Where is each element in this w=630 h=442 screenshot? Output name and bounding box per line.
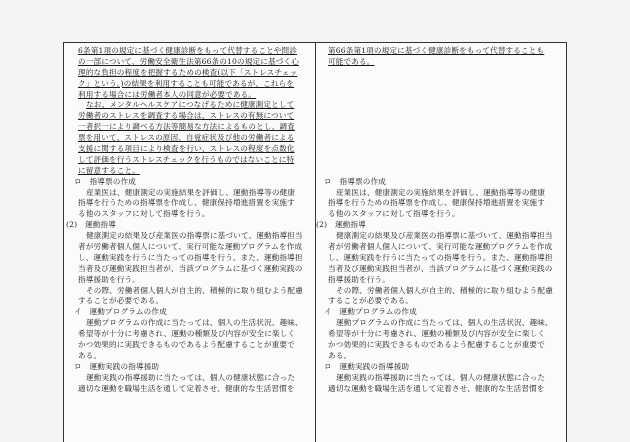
right-column bbox=[316, 46, 560, 395]
text-line: 者が労働者個人個人について、実行可能な運動プログラムを作成 bbox=[328, 242, 553, 252]
text-line: 者が労働者個人個人について、実行可能な運動プログラムを作成 bbox=[78, 242, 303, 252]
text-line: の一部について、労働安全衛生法第66条の10の規定に基づく心 bbox=[78, 56, 299, 66]
text-line: 支援に関する項目により検査を行い、ストレスの程度を点数化 bbox=[78, 144, 295, 154]
text-line: 理的な負担の程度を把握するための検査(以下「ストレスチェッ bbox=[78, 67, 298, 77]
text-line bbox=[328, 57, 560, 68]
text-line: その際、労働者個人個人が自主的、積極的に取り組むよう配慮 bbox=[336, 285, 553, 295]
section-heading: ロ 運動実践の指導援助 bbox=[324, 361, 410, 371]
section-heading: ロ 運動実践の指導援助 bbox=[74, 361, 160, 371]
underlined-text: 第66条第1項の規定に基づく健康診断をもって代替することも bbox=[328, 46, 545, 55]
text-line: 6条第1項の規定に基づく健康診断をもって代替することや問診 bbox=[78, 46, 298, 55]
text-line: 指導を行うための指導票を作成し、健康保持増進措置を実施す bbox=[78, 198, 295, 208]
text-line: 適切な運動を職場生活を通して定着させ、健康的な生活習慣を bbox=[328, 383, 545, 393]
text-line: 指導援助を行う。 bbox=[328, 274, 390, 284]
text-line: することが必要である。 bbox=[328, 296, 414, 306]
text-line: 当者及び運動実践担当者が、当該プログラムに基づく運動実践の bbox=[328, 263, 553, 273]
text-line: 適切な運動を職場生活を通して定着させ、健康的な生活習慣を bbox=[78, 383, 295, 393]
text-line: かつ効果的に実践できるものであるよう配慮することが重要で bbox=[78, 340, 295, 350]
text-line: る他のスタッフに対して指導を行う。 bbox=[78, 209, 210, 219]
text-line: かつ効果的に実践できるものであるよう配慮することが重要で bbox=[328, 340, 545, 350]
text-line: 票を用いて、ストレスの原因、自覚症状及び他の労働者による bbox=[78, 133, 295, 143]
text-line: 健康測定の結果及び産業医の指導票に基づいて、運動指導担当 bbox=[336, 231, 553, 241]
section-heading: (2) 運動指導 bbox=[66, 220, 116, 230]
text-line: し、運動実践を行うに当たっての指導を行う。また、運動指導担 bbox=[328, 252, 553, 262]
text-line: 運動実践の指導援助に当たっては、個人の健康状態に合った bbox=[86, 372, 296, 382]
text-line: 産業医は、健康測定の実施結果を評価し、運動指導等の健康 bbox=[336, 187, 546, 197]
text-line: 運動プログラムの作成に当たっては、個人の生活状況、趣味、 bbox=[86, 318, 303, 328]
text-line: に留意すること。 bbox=[78, 165, 140, 175]
text-line: その際、労働者個人個人が自主的、積極的に取り組むよう配慮 bbox=[86, 285, 303, 295]
text-line: 希望等が十分に考慮され、運動の種類及び内容が安全に楽しく bbox=[328, 329, 546, 339]
text-line bbox=[328, 46, 560, 57]
section-heading: ロ 指導票の作成 bbox=[74, 176, 136, 186]
section-heading: ロ 指導票の作成 bbox=[324, 176, 386, 186]
text-line: なお、メンタルヘルスケアにつなげるために健康測定として bbox=[86, 100, 295, 110]
text-line: 利用する場合には労働者本人の同意が必要である。 bbox=[78, 89, 257, 99]
text-line: 運動プログラムの作成に当たっては、個人の生活状況、趣味、 bbox=[336, 318, 553, 328]
text-line: 当者及び運動実践担当者が、当該プログラムに基づく運動実践の bbox=[78, 263, 303, 273]
section-heading: (2) 運動指導 bbox=[316, 220, 366, 230]
text-line: し、運動実践を行うに当たっての指導を行う。また、運動指導担 bbox=[78, 252, 303, 262]
text-line: 指導を行うための指導票を作成し、健康保持増進措置を実施す bbox=[328, 198, 545, 208]
text-line: 労働者のストレスを調査する場合は、ストレスの有無について bbox=[78, 111, 295, 121]
column-divider bbox=[315, 43, 316, 442]
underlined-text: 可能である。 bbox=[328, 56, 375, 66]
section-heading: イ 運動プログラムの作成 bbox=[74, 307, 167, 317]
text-line: ある。 bbox=[328, 350, 352, 360]
document-page bbox=[63, 42, 567, 442]
text-line: 運動実践の指導援助に当たっては、個人の健康状態に合った bbox=[336, 372, 546, 382]
text-line: 指導援助を行う。 bbox=[78, 274, 140, 284]
text-line: ある。 bbox=[78, 350, 102, 360]
text-line: 希望等が十分に考慮され、運動の種類及び内容が安全に楽しく bbox=[78, 329, 296, 339]
text-line: して評価を行うストレスチェックを行うものではないことに特 bbox=[78, 154, 295, 164]
text-line: 一者択一により調べる方法等簡易な方法によるものとし、調査 bbox=[78, 122, 295, 132]
text-line: る他のスタッフに対して指導を行う。 bbox=[328, 209, 460, 219]
text-line: ク」という。)の結果を利用することも可能であるが、これらを bbox=[78, 78, 295, 88]
text-line: することが必要である。 bbox=[78, 296, 164, 306]
text-line: 産業医は、健康測定の実施結果を評価し、運動指導等の健康 bbox=[86, 187, 296, 197]
text-line: 健康測定の結果及び産業医の指導票に基づいて、運動指導担当 bbox=[86, 231, 303, 241]
section-heading: イ 運動プログラムの作成 bbox=[324, 307, 417, 317]
left-column bbox=[66, 46, 310, 395]
